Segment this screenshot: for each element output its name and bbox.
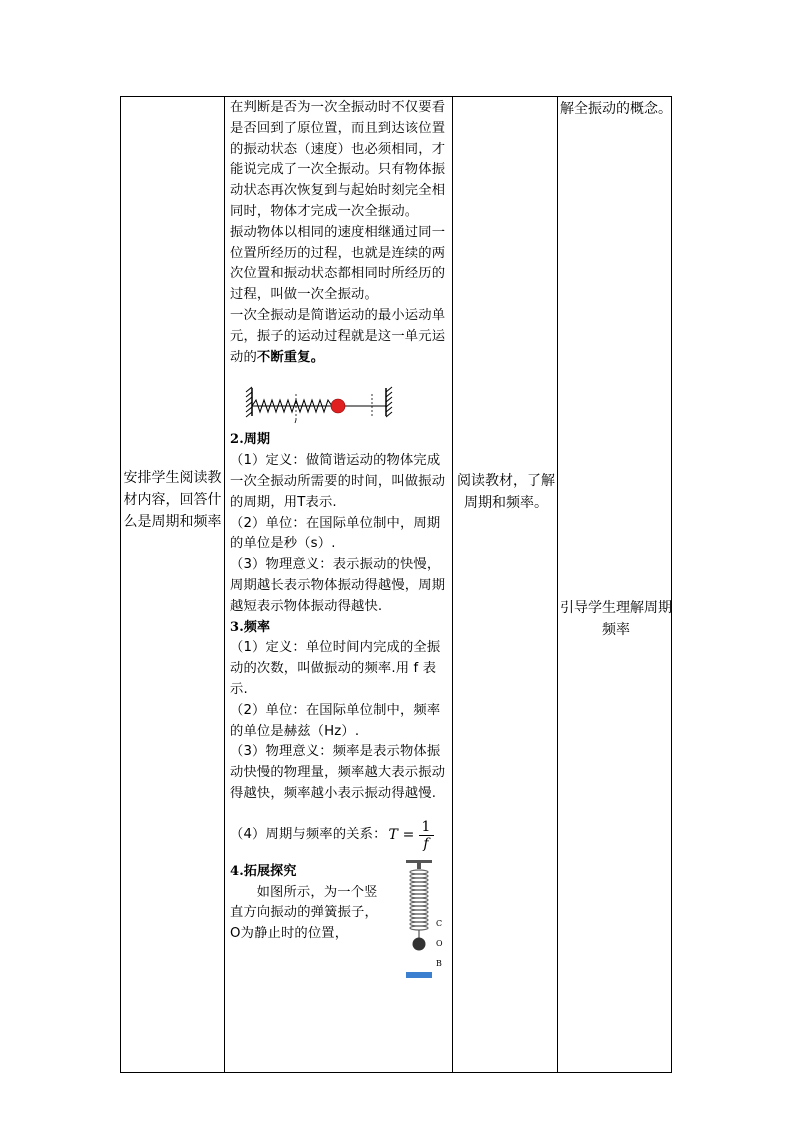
paragraph-min-unit: 一次全振动是简谐运动的最小运动单元，振子的运动过程就是这一单元运动的不断重复。: [230, 307, 446, 365]
spring-base: [406, 972, 432, 978]
column-divider: [224, 97, 225, 1072]
extension-section: [230, 862, 452, 968]
label-o: O: [436, 938, 443, 948]
formula-denominator: f: [423, 835, 429, 852]
formula-fraction: [419, 819, 434, 852]
vertical-spring-oscillator-figure: [402, 858, 452, 982]
extension-text: 如图所示，为一个竖直方向振动的弹簧振子，O为静止时的位置，: [230, 884, 378, 942]
period-meaning: （3）物理意义：表示振动的快慢，周期越长表示物体振动得越慢，周期越短表示物体振动得越快.: [230, 557, 446, 614]
column-divider: [452, 97, 453, 1072]
teacher-activity-cell: 安排学生阅读教材内容，回答什么是周期和频率: [123, 470, 222, 530]
paragraph-full-vibration-definition: 振动物体以相同的速度相继通过同一位置所经历的过程，也就是连续的两次位置和振动状态都相同时所经历的过程，叫做一次全振动。: [230, 224, 446, 303]
frequency-meaning: （3）物理意义：频率是表示物体振动快慢的物理量，频率越大表示振动得越快，频率越小表示振动得越慢.: [230, 744, 446, 801]
period-definition: （1）定义：做简谐运动的物体完成一次全振动所需要的时间，叫做振动的周期，用T表示.: [230, 453, 446, 510]
label-c: C: [436, 918, 443, 928]
heading-period: 2.周期: [230, 432, 271, 448]
column-divider: [557, 97, 558, 1072]
lesson-table: [120, 96, 672, 1073]
period-unit: （2）单位：在国际单位制中，周期的单位是秒（s）.: [230, 515, 441, 552]
design-intent-period: 引导学生理解周期频率: [560, 600, 672, 638]
label-b: B: [436, 958, 443, 968]
content-cell: [230, 98, 452, 968]
heading-frequency: 3.频率: [230, 619, 271, 635]
period-frequency-relation: [230, 819, 452, 852]
formula-numerator: 1: [419, 819, 434, 836]
relation-label: （4）周期与频率的关系：: [230, 826, 387, 842]
oscillator-ball: [331, 399, 345, 413]
frequency-definition: （1）定义：单位时间内完成的全振动的次数，叫做振动的频率.用 f 表示.: [230, 640, 441, 697]
horizontal-spring-oscillator-figure: [244, 380, 394, 424]
frequency-unit: （2）单位：在国际单位制中，频率的单位是赫兹（Hz）.: [230, 702, 441, 739]
formula-lhs: T =: [388, 826, 415, 843]
student-activity-cell: 阅读教材，了解周期和频率。: [457, 473, 555, 511]
heading-extension: 4.拓展探究: [230, 863, 297, 879]
paragraph-full-vibration-judgement: 在判断是否为一次全振动时不仅要看是否回到了原位置，而且到达该位置的振动状态（速度）也必须相同，才能说完成了一次全振动。只有物体振动状态再次恢复到与起始时刻完全相同时，物体才完成一次全振动。: [230, 100, 446, 219]
design-intent-top: 解全振动的概念。: [560, 101, 672, 117]
